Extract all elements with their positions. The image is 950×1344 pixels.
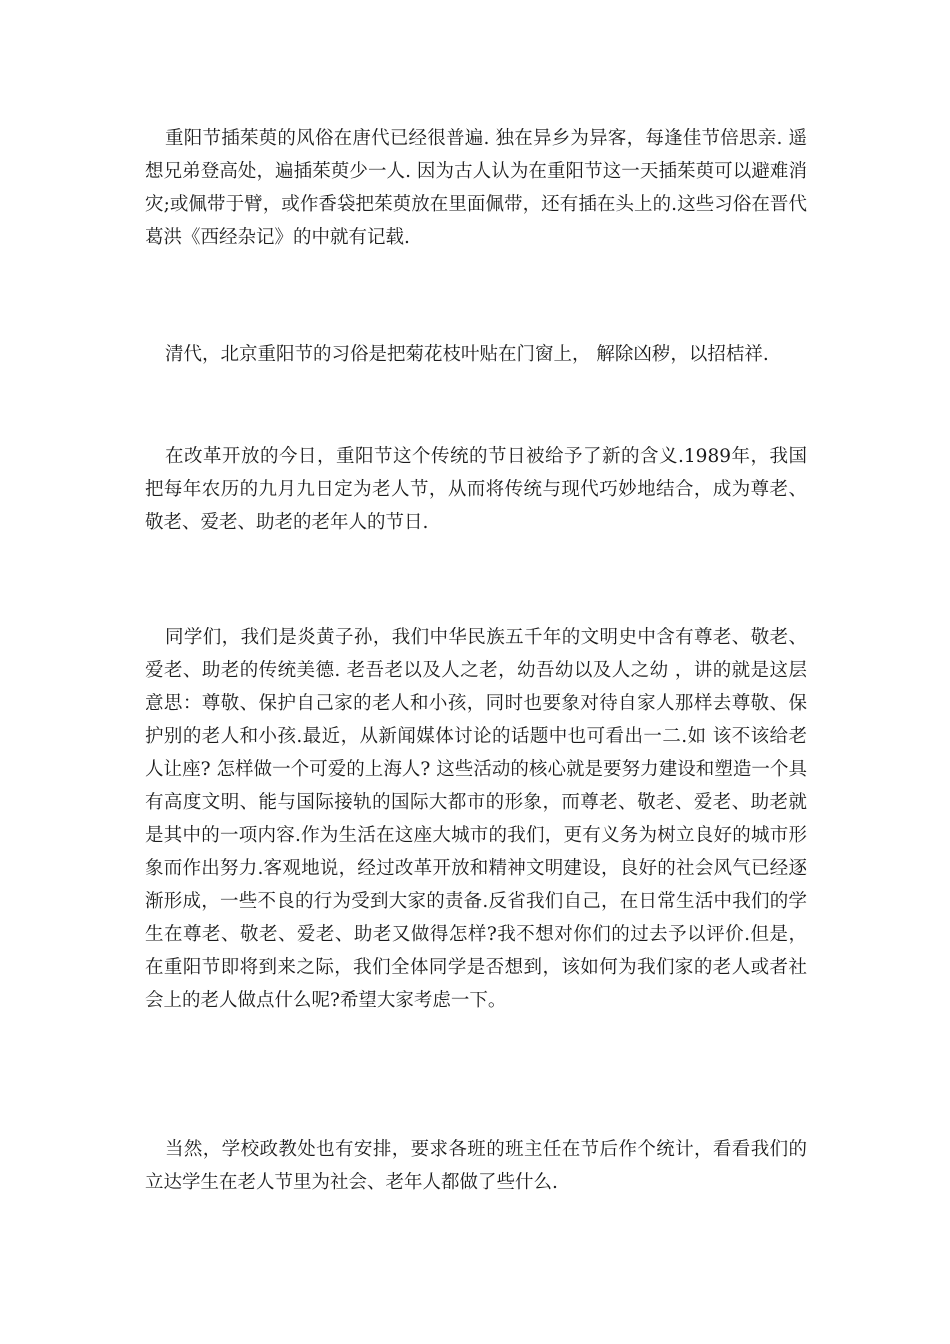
paragraph-chongyang-zhuyu-custom: 重阳节插茱萸的风俗在唐代已经很普遍. 独在异乡为异客，每逢佳节倍思亲. 遥想兄弟登高处，遍插茱萸少一人. 因为古人认为在重阳节这一天插茱萸可以避难消灾;或佩带于臂，或作香袋把茱萸放在里面佩带，还有插在头上的.这些习俗在晋代葛洪《西经杂记》的中就有记载. (145, 128, 807, 248)
paragraph-respect-elders: 同学们，我们是炎黄子孙，我们中华民族五千年的文明史中含有尊老、敬老、爱老、助老的传统美德. 老吾老以及人之老，幼吾幼以及人之幼 ，讲的就是这层意思：尊敬、保护自己家的老人和小孩，同时也要象对待自家人那样去尊敬、保护别的老人和小孩.最近，从新闻媒体讨论的话题中也可看出一二.如 该不该给老人让座? 怎样做一个可爱的上海人? 这些活动的核心就是要努力建设和塑造一个具有高度文明、能与国际接轨的国际大都市的形象，而尊老、敬老、爱老、助老就是其中的一项内容.作为生活在这座大城市的我们，更有义务为树立良好的城市形象而作出努力.客观地说，经过改革开放和精神文明建设，良好的社会风气已经逐渐形成，一些不良的行为受到大家的责备.反省我们自己，在日常生活中我们的学生在尊老、敬老、爱老、助老又做得怎样?我不想对你们的过去予以评价.但是，在重阳节即将到来之际，我们全体同学是否想到，该如何为我们家的老人或者社会上的老人做点什么呢?希望大家考虑一下。 (145, 627, 807, 1011)
paragraph-qing-dynasty-custom: 清代，北京重阳节的习俗是把菊花枝叶贴在门窗上， 解除凶秽，以招桔祥. (165, 344, 769, 365)
paragraph-elderly-day-meaning: 在改革开放的今日，重阳节这个传统的节日被给予了新的含义.1989年，我国把每年农历的九月九日定为老人节，从而将传统与现代巧妙地结合，成为尊老、敬老、爱老、助老的老年人的节日. (145, 446, 807, 533)
paragraph-school-arrangement: 当然，学校政教处也有安排，要求各班的班主任在节后作个统计，看看我们的立达学生在老人节里为社会、老年人都做了些什么. (145, 1139, 807, 1193)
